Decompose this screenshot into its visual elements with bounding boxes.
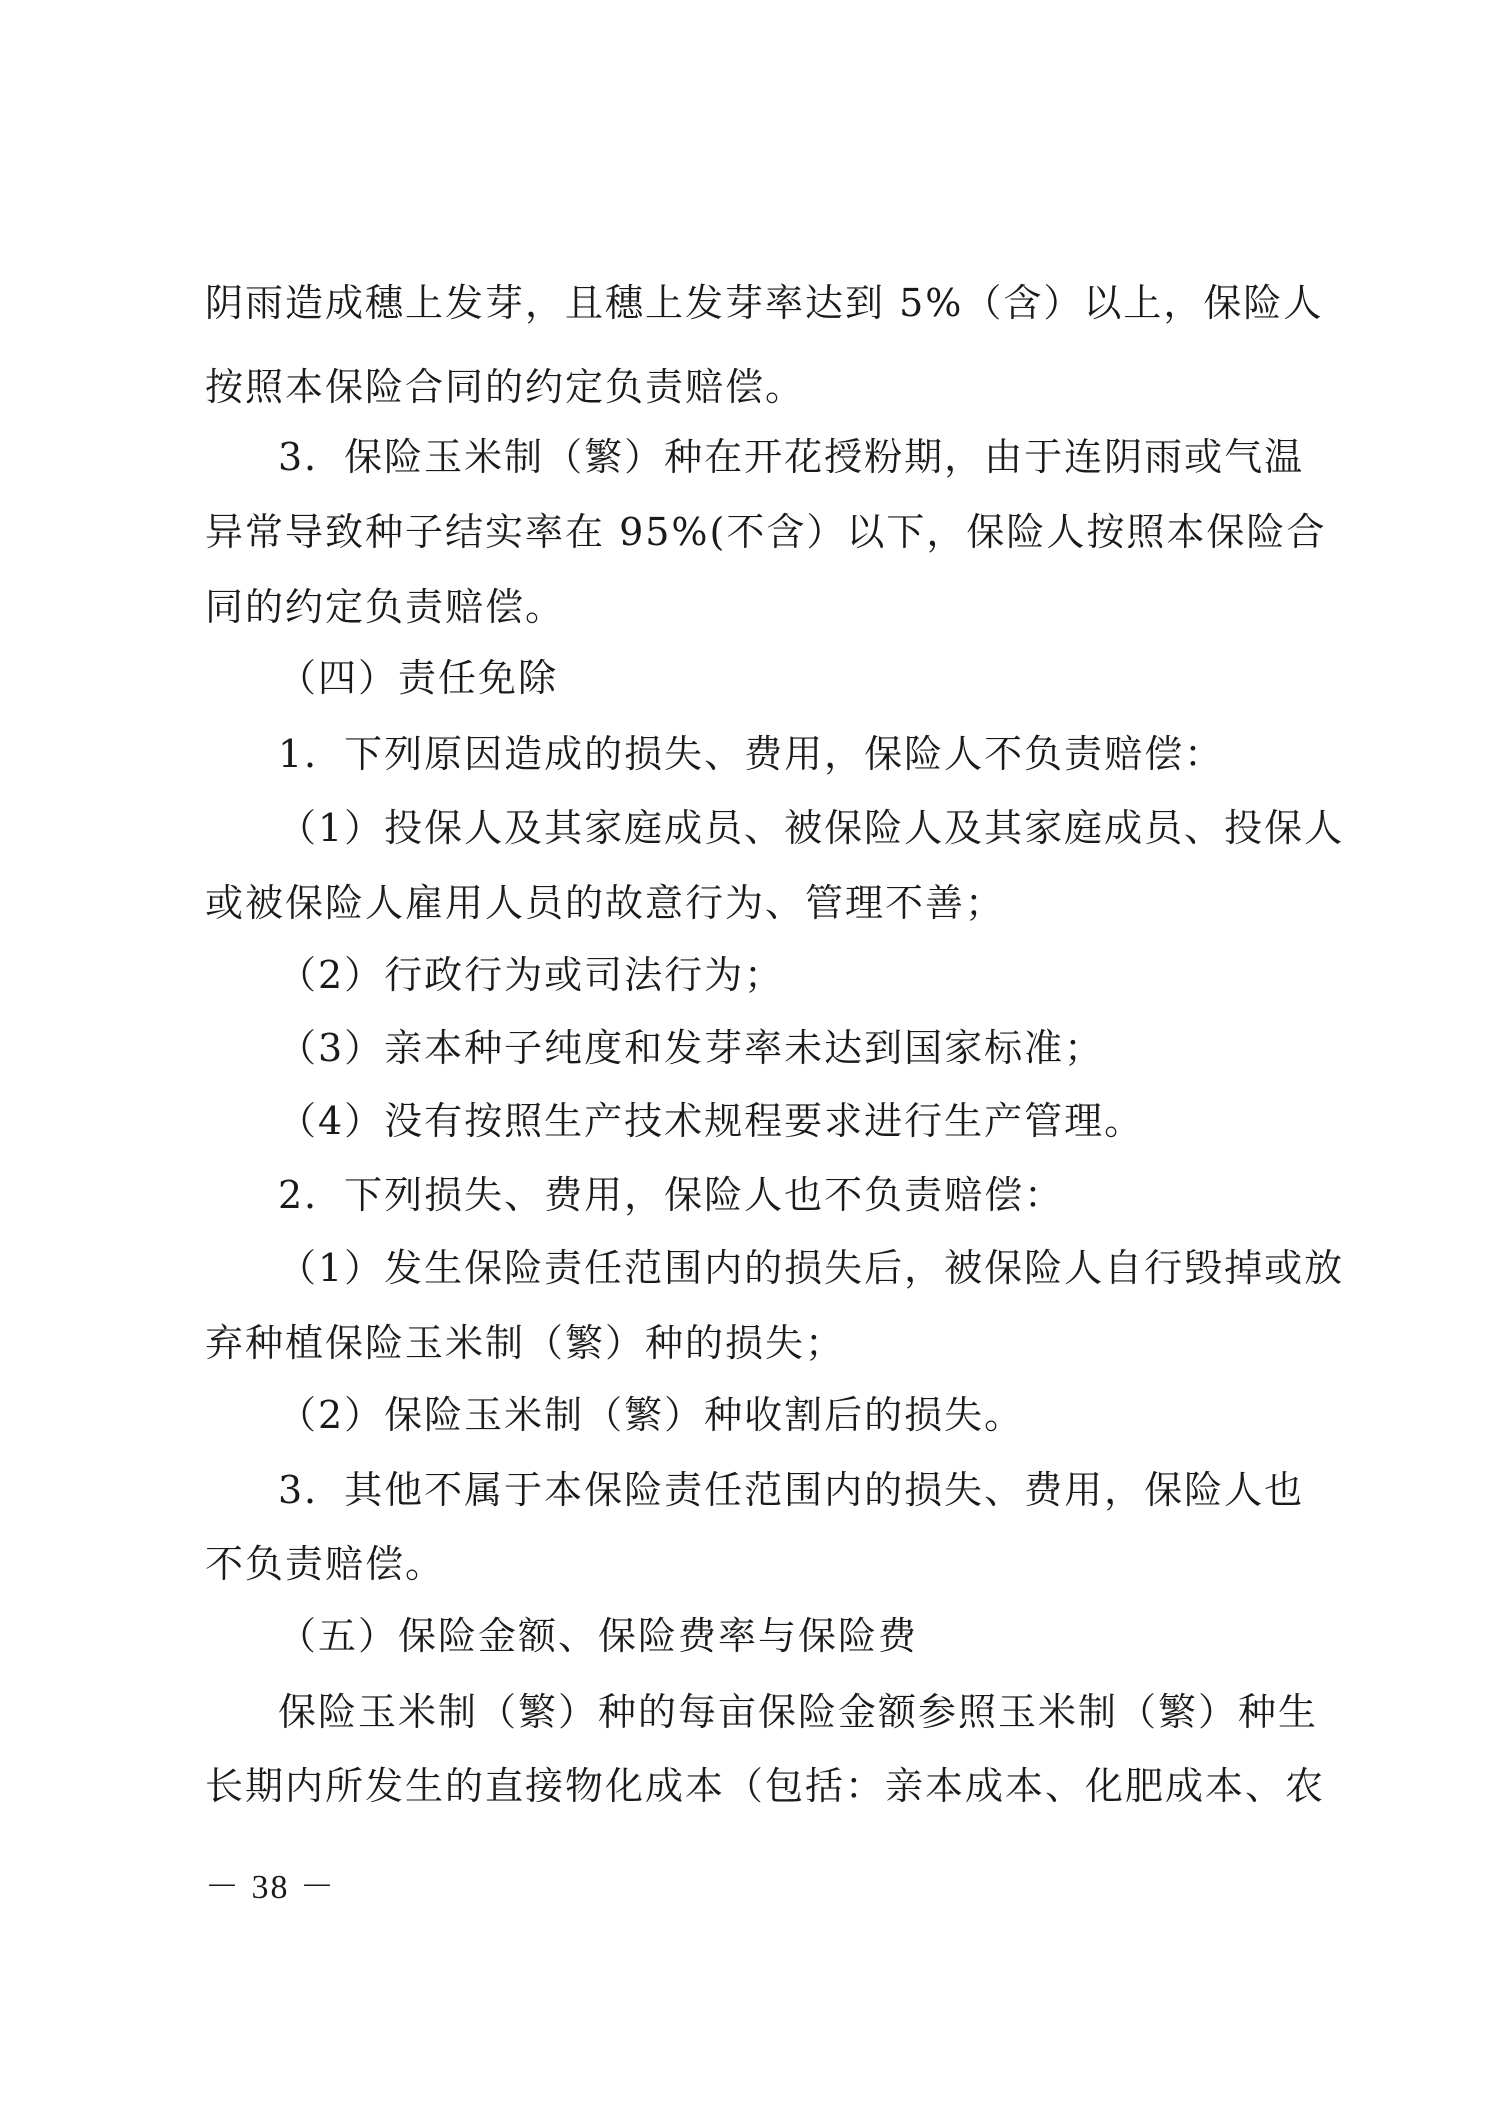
paragraph-line-18: 不负责赔偿。 xyxy=(205,1542,446,1586)
paragraph-line-21: 长期内所发生的直接物化成本（包括：亲本成本、化肥成本、农 xyxy=(205,1764,1326,1808)
paragraph-line-5: 同的约定负责赔偿。 xyxy=(205,585,566,629)
paragraph-line-9: 或被保险人雇用人员的故意行为、管理不善； xyxy=(205,881,1006,925)
paragraph-line-20: 保险玉米制（繁）种的每亩保险金额参照玉米制（繁）种生 xyxy=(278,1690,1319,1734)
paragraph-line-1: 阴雨造成穗上发芽，且穗上发芽率达到 5%（含）以上，保险人 xyxy=(205,281,1324,325)
paragraph-line-2: 按照本保险合同的约定负责赔偿。 xyxy=(205,365,806,409)
paragraph-line-15: 弃种植保险玉米制（繁）种的损失； xyxy=(205,1321,846,1365)
section-heading-exclusions: （四）责任免除 xyxy=(278,656,559,700)
paragraph-line-4: 异常导致种子结实率在 95%(不含）以下，保险人按照本保险合 xyxy=(205,510,1327,554)
paragraph-line-10: （2）行政行为或司法行为； xyxy=(278,953,785,997)
paragraph-line-14: （1）发生保险责任范围内的损失后，被保险人自行毁掉或放 xyxy=(278,1246,1345,1290)
paragraph-line-11: （3）亲本种子纯度和发芽率未达到国家标准； xyxy=(278,1026,1105,1070)
paragraph-line-16: （2）保险玉米制（繁）种收割后的损失。 xyxy=(278,1393,1025,1437)
paragraph-line-7: 1．下列原因造成的损失、费用，保险人不负责赔偿： xyxy=(278,732,1225,776)
paragraph-line-13: 2．下列损失、费用，保险人也不负责赔偿： xyxy=(278,1173,1065,1217)
page-number: － 38 － xyxy=(205,1869,336,1906)
paragraph-line-3: 3．保险玉米制（繁）种在开花授粉期，由于连阴雨或气温 xyxy=(278,435,1305,479)
paragraph-line-8: （1）投保人及其家庭成员、被保险人及其家庭成员、投保人 xyxy=(278,806,1345,850)
paragraph-line-17: 3．其他不属于本保险责任范围内的损失、费用，保险人也 xyxy=(278,1468,1305,1512)
paragraph-line-12: （4）没有按照生产技术规程要求进行生产管理。 xyxy=(278,1099,1145,1143)
section-heading-insured-amount: （五）保险金额、保险费率与保险费 xyxy=(278,1614,919,1658)
